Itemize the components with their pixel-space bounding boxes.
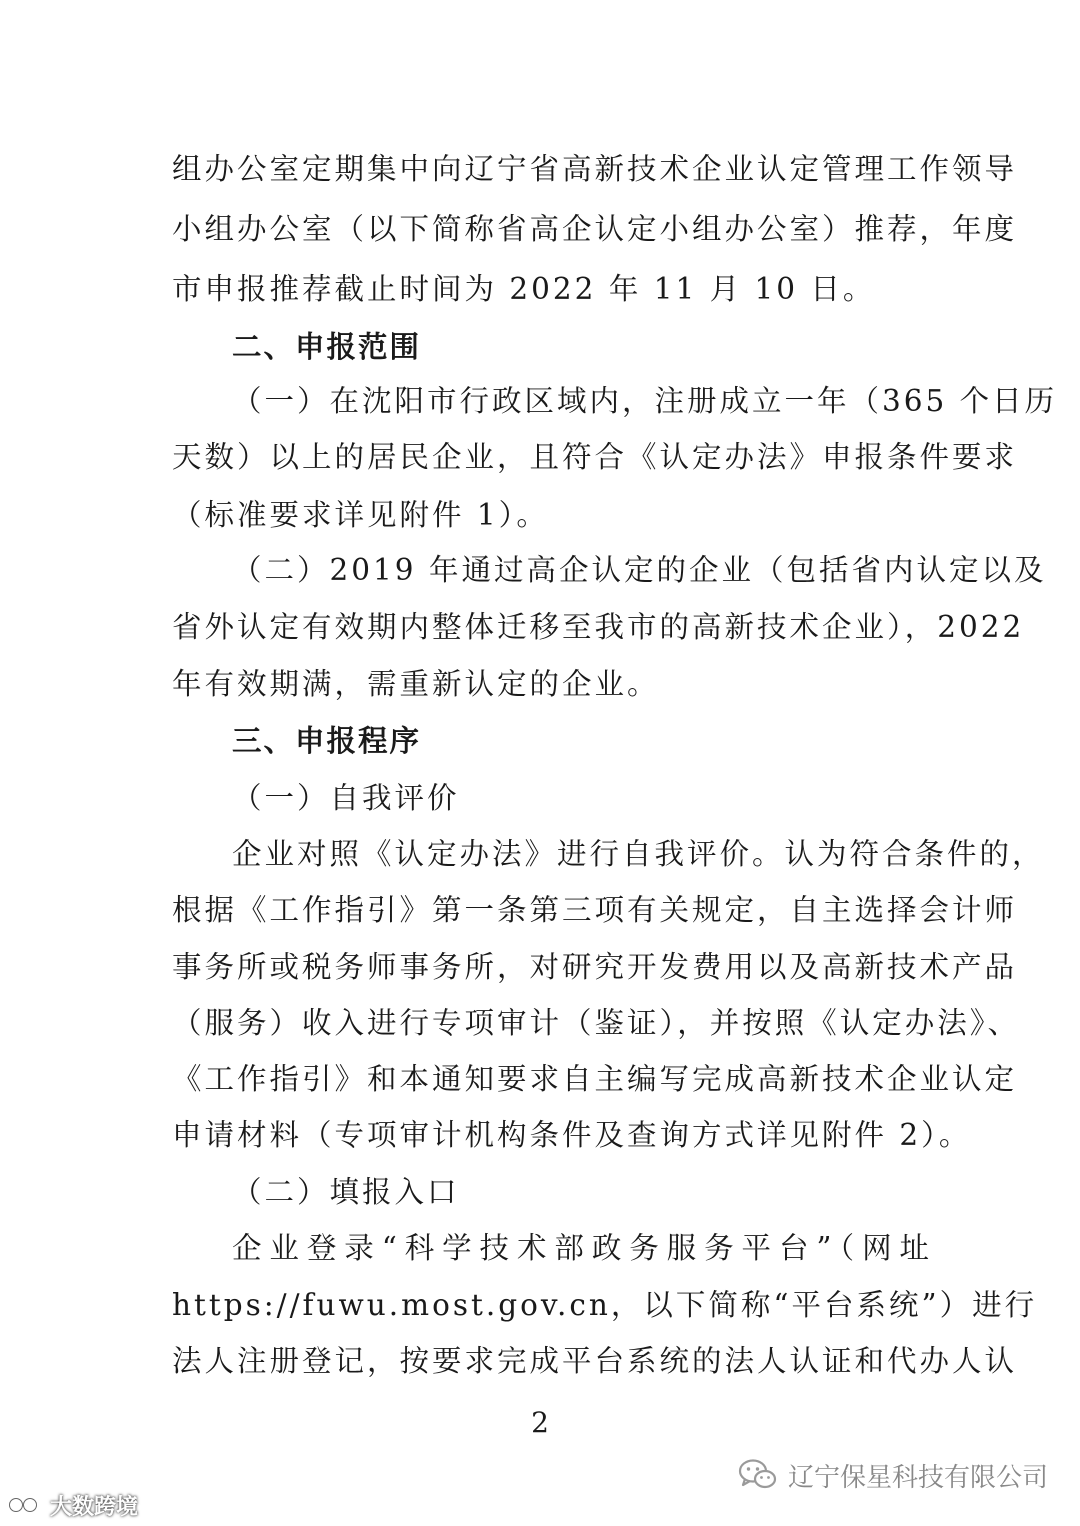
body-line: （二）2019 年通过高企认定的企业（包括省内认定以及 <box>232 553 1047 587</box>
dashu-logo-icon <box>8 1493 44 1517</box>
wechat-icon <box>738 1458 778 1492</box>
body-line: 《工作指引》和本通知要求自主编写完成高新技术企业认定 <box>172 1062 1018 1096</box>
watermark-company-name: 辽宁保星科技有限公司 <box>787 1462 1048 1493</box>
subsection-heading: （一）自我评价 <box>232 781 460 815</box>
body-line: 法人注册登记，按要求完成平台系统的法人认证和代办人认 <box>172 1344 1018 1378</box>
body-line: 天数）以上的居民企业，且符合《认定办法》申报条件要求 <box>172 440 1018 474</box>
subsection-heading: （二）填报入口 <box>232 1175 460 1209</box>
body-line: （标准要求详见附件 1）。 <box>172 498 549 532</box>
body-line: https://fuwu.most.gov.cn，以下简称“平台系统”）进行 <box>172 1288 1038 1322</box>
body-line: 根据《工作指引》第一条第三项有关规定，自主选择会计师 <box>172 893 1018 927</box>
body-line: 组办公室定期集中向辽宁省高新技术企业认定管理工作领导 <box>172 152 1018 186</box>
page-number: 2 <box>531 1406 549 1439</box>
wechat-account-watermark <box>738 1455 1048 1495</box>
body-line: （一）在沈阳市行政区域内，注册成立一年（365 个日历 <box>232 384 1058 418</box>
body-line: （服务）收入进行专项审计（鉴证），并按照《认定办法》、 <box>172 1006 1021 1040</box>
body-line: 事务所或税务师事务所，对研究开发费用以及高新技术产品 <box>172 950 1018 984</box>
body-line: 企业对照《认定办法》进行自我评价。认为符合条件的， <box>232 837 1045 871</box>
section-heading: 二、申报范围 <box>232 330 422 364</box>
body-line: 年有效期满，需重新认定的企业。 <box>172 667 660 701</box>
dashu-watermark <box>8 1490 138 1520</box>
body-line: 省外认定有效期内整体迁移至我市的高新技术企业），2022 <box>172 610 1025 644</box>
body-line: 小组办公室（以下简称省高企认定小组办公室）推荐，年度 <box>172 212 1018 246</box>
watermark-brand-text: 大数跨境 <box>50 1494 139 1520</box>
body-line: 企业登录“科学技术部政务服务平台”（网址 <box>232 1231 932 1265</box>
body-line: 市申报推荐截止时间为 2022 年 11 月 10 日。 <box>172 272 876 306</box>
body-line: 申请材料（专项审计机构条件及查询方式详见附件 2）。 <box>172 1118 972 1152</box>
section-heading: 三、申报程序 <box>232 724 422 758</box>
